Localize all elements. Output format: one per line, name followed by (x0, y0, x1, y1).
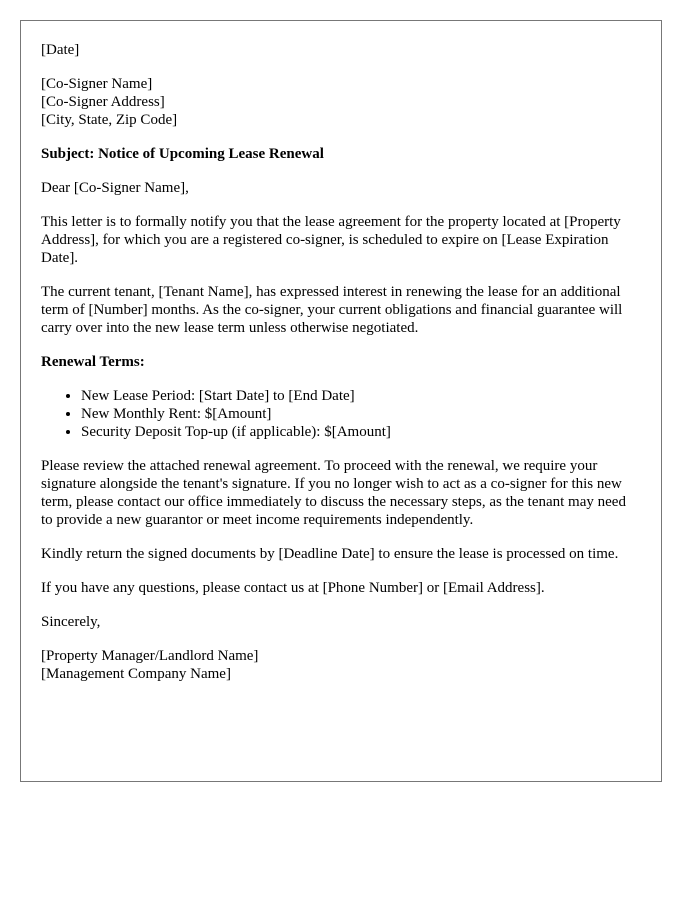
renewal-term-security-deposit: • Security Deposit Top-up (if applicable): $[Amount] (81, 423, 641, 441)
recipient-block (41, 75, 641, 129)
letter-container (20, 20, 662, 782)
closing: Sincerely, (41, 614, 101, 630)
signature-block (41, 647, 641, 683)
recipient-address: [Co-Signer Address] (41, 94, 165, 110)
renewal-terms-list (41, 387, 641, 441)
company-name: [Management Company Name] (41, 666, 231, 682)
paragraph-review-agreement: Please review the attached renewal agreement. To proceed with the renewal, we require your signature alongside the tenant's signature. If you no longer wish to act as a co-signer for this new term, please contact our office immediately to discuss the necessary steps, as the tenant may need to provide a new guarantor or meet income requirements independently. (41, 458, 626, 528)
manager-name: [Property Manager/Landlord Name] (41, 648, 259, 664)
recipient-name: [Co-Signer Name] (41, 76, 153, 92)
renewal-terms-heading: Renewal Terms: (41, 354, 145, 370)
paragraph-tenant-interest: The current tenant, [Tenant Name], has expressed interest in renewing the lease for an additional term of [Number] months. As the co-signer, your current obligations and financial guarantee will carry over into the new lease term unless otherwise negotiated. (41, 284, 623, 336)
letter-date: [Date] (41, 42, 80, 58)
renewal-term-monthly-rent: • New Monthly Rent: $[Amount] (81, 405, 641, 423)
paragraph-contact: If you have any questions, please contact us at [Phone Number] or [Email Address]. (41, 580, 545, 596)
recipient-city-state-zip: [City, State, Zip Code] (41, 112, 178, 128)
paragraph-return-documents: Kindly return the signed documents by [Deadline Date] to ensure the lease is processed on time. (41, 546, 619, 562)
renewal-term-lease-period: • New Lease Period: [Start Date] to [End Date] (81, 387, 641, 405)
paragraph-notice: This letter is to formally notify you that the lease agreement for the property located at [Property Address], for which you are a registered co-signer, is scheduled to expire on [Lease Expiration Date]. (41, 214, 621, 266)
salutation: Dear [Co-Signer Name], (41, 180, 189, 196)
letter-subject: Subject: Notice of Upcoming Lease Renewal (41, 146, 324, 162)
